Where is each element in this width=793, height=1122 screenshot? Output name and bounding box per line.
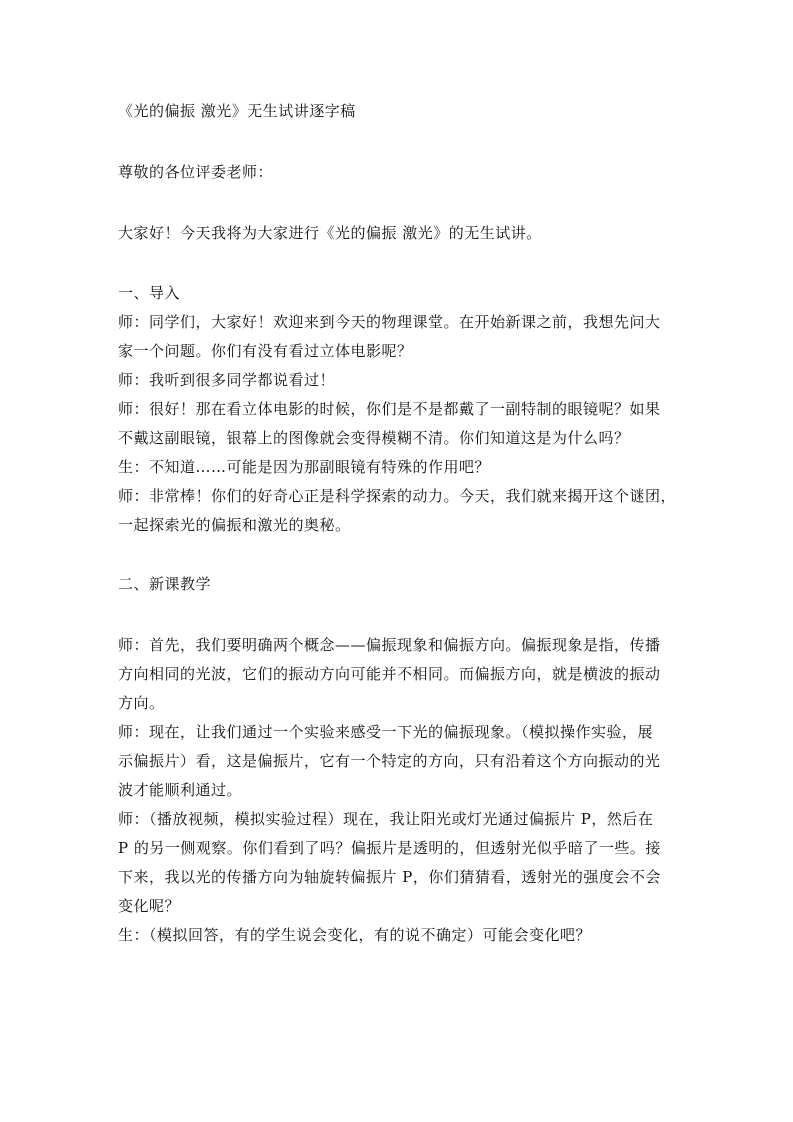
text-line: 师：同学们，大家好！欢迎来到今天的物理课堂。在开始新课之前，我想先问大 — [118, 313, 661, 331]
section-heading-new-lesson: 二、新课教学 — [118, 575, 212, 593]
salutation: 尊敬的各位评委老师： — [118, 163, 274, 181]
text-line: 生：（模拟回答，有的学生说会变化，有的说不确定）可能会变化吧？ — [118, 926, 592, 944]
text-line: 家一个问题。你们有没有看过立体电影呢？ — [118, 342, 413, 360]
intro-paragraph: 大家好！今天我将为大家进行《光的偏振 激光》的无生试讲。 — [118, 224, 542, 242]
text-line: 方向。 — [118, 694, 165, 712]
text-line: 方向相同的光波，它们的振动方向可能并不相同。而偏振方向，就是横波的振动 — [118, 665, 661, 683]
text-line: 一起探索光的偏振和激光的奥秘。 — [118, 516, 351, 534]
text-line: 师：非常棒！你们的好奇心正是科学探索的动力。今天，我们就来揭开这个谜团， — [118, 487, 677, 505]
document-title: 《光的偏振 激光》无生试讲逐字稿 — [118, 102, 356, 120]
text-line: 师：很好！那在看立体电影的时候，你们是不是都戴了一副特制的眼镜呢？如果 — [118, 400, 661, 418]
text-line: 师：首先，我们要明确两个概念——偏振现象和偏振方向。偏振现象是指，传播 — [118, 636, 661, 654]
text-line: 不戴这副眼镜，银幕上的图像就会变得模糊不清。你们知道这是为什么吗？ — [118, 429, 630, 447]
text-line: P 的另一侧观察。你们看到了吗？偏振片是透明的，但透射光似乎暗了一些。接 — [118, 839, 661, 857]
document-body — [118, 97, 678, 950]
text-line: 示偏振片）看，这是偏振片，它有一个特定的方向，只有沿着这个方向振动的光 — [118, 752, 661, 770]
text-line: 波才能顺利通过。 — [118, 781, 243, 799]
text-line: 生：不知道……可能是因为那副眼镜有特殊的作用吧？ — [118, 458, 491, 476]
text-line: 师：我听到很多同学都说看过！ — [118, 371, 336, 389]
text-line: 变化呢？ — [118, 897, 181, 915]
text-line: 下来，我以光的传播方向为轴旋转偏振片 P，你们猜猜看，透射光的强度会不会 — [118, 868, 661, 886]
text-line: 师：（播放视频，模拟实验过程）现在，我让阳光或灯光通过偏振片 P，然后在 — [118, 810, 654, 828]
text-line: 师：现在，让我们通过一个实验来感受一下光的偏振现象。（模拟操作实验，展 — [118, 723, 654, 741]
section-heading-intro: 一、导入 — [118, 284, 181, 302]
